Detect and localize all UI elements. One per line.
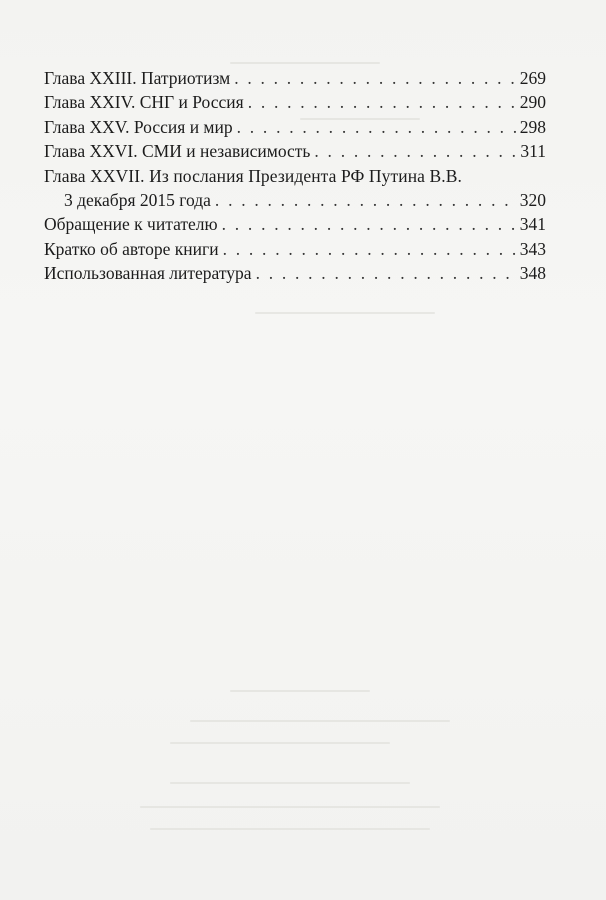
toc-dot-leader — [256, 261, 516, 285]
show-through-mark — [170, 742, 390, 744]
show-through-mark — [230, 62, 380, 64]
toc-dot-leader — [234, 66, 516, 90]
toc-entry-title: Глава XXVI. СМИ и независимость — [44, 141, 311, 162]
toc-entry-page: 343 — [519, 238, 546, 259]
toc-entry-page: 320 — [519, 189, 546, 210]
toc-entry — [44, 139, 546, 163]
toc-entry-page: 298 — [519, 116, 546, 137]
show-through-mark — [170, 782, 410, 784]
toc-entry — [44, 66, 546, 90]
toc-entry-title: Глава XXIII. Патриотизм — [44, 68, 231, 88]
toc-entry — [44, 261, 546, 285]
show-through-mark — [255, 312, 435, 314]
toc-entry-title-continuation: 3 декабря 2015 года — [64, 189, 211, 210]
toc-entry — [44, 212, 546, 236]
toc-dot-leader — [223, 237, 516, 261]
toc-entry-continuation — [44, 188, 546, 212]
toc-entry-page: 341 — [519, 214, 546, 235]
toc-entry-title: Использованная литература — [44, 263, 252, 284]
toc-entry-title: Глава XXVII. Из послания Президента РФ Путина В.В. — [44, 165, 463, 186]
toc-entry-page: 290 — [519, 92, 546, 113]
toc-entry — [44, 164, 546, 188]
toc-dot-leader — [215, 188, 516, 212]
show-through-mark — [140, 806, 440, 808]
toc-dot-leader — [314, 139, 516, 163]
toc-entry — [44, 115, 546, 139]
toc-dot-leader — [248, 90, 516, 114]
toc-dot-leader — [222, 212, 516, 236]
show-through-mark — [150, 828, 430, 830]
toc-entry-title: Глава XXIV. СНГ и Россия — [44, 92, 244, 113]
toc-entry-title: Обращение к читателю — [44, 214, 218, 235]
toc-dot-leader — [237, 115, 516, 139]
toc-entry — [44, 90, 546, 114]
table-of-contents — [44, 66, 546, 286]
toc-entry-title: Кратко об авторе книги — [44, 238, 219, 259]
show-through-mark — [190, 720, 450, 722]
toc-entry-page: 269 — [519, 68, 546, 88]
toc-entry-page: 348 — [519, 263, 546, 284]
toc-entry — [44, 237, 546, 261]
toc-entry-title: Глава XXV. Россия и мир — [44, 116, 233, 137]
show-through-mark — [230, 690, 370, 692]
toc-entry-page: 311 — [520, 141, 546, 162]
